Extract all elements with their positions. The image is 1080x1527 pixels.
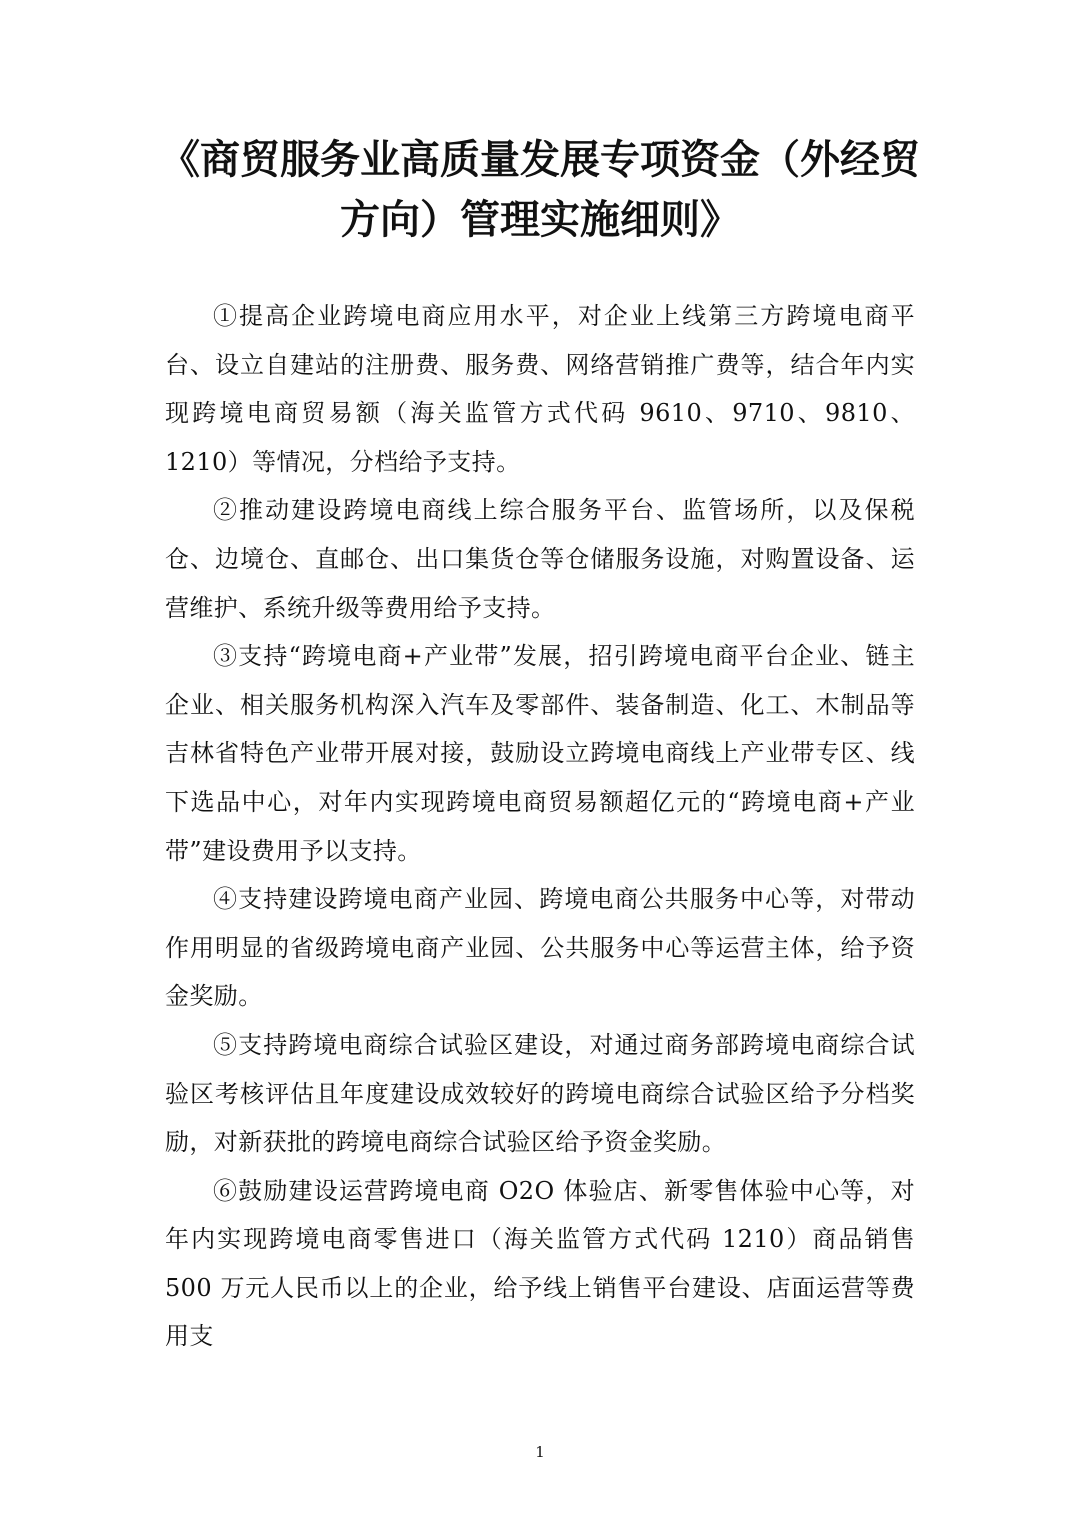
paragraph-1: ①提高企业跨境电商应用水平，对企业上线第三方跨境电商平台、设立自建站的注册费、服务费、网络营销推广费等，结合年内实现跨境电商贸易额（海关监管方式代码 9610、9710、9810、1210）等情况，分档给予支持。 xyxy=(165,302,915,476)
paragraph-6: ⑥鼓励建设运营跨境电商 O2O 体验店、新零售体验中心等，对年内实现跨境电商零售进口（海关监管方式代码 1210）商品销售 500 万元人民币以上的企业，给予线上销售平台建设、店面运营等费用支 xyxy=(165,1176,915,1351)
paragraph-2: ②推动建设跨境电商线上综合服务平台、监管场所，以及保税仓、边境仓、直邮仓、出口集货仓等仓储服务设施，对购置设备、运营维护、系统升级等费用给予支持。 xyxy=(165,496,915,622)
paragraph-3: ③支持“跨境电商+产业带”发展，招引跨境电商平台企业、链主企业、相关服务机构深入汽车及零部件、装备制造、化工、木制品等吉林省特色产业带开展对接，鼓励设立跨境电商线上产业带专区、线下选品中心，对年内实现跨境电商贸易额超亿元的“跨境电商+产业带”建设费用予以支持。 xyxy=(165,642,915,865)
paragraph-5: ⑤支持跨境电商综合试验区建设，对通过商务部跨境电商综合试验区考核评估且年度建设成效较好的跨境电商综合试验区给予分档奖励，对新获批的跨境电商综合试验区给予资金奖励。 xyxy=(165,1030,915,1157)
paragraph-4: ④支持建设跨境电商产业园、跨境电商公共服务中心等，对带动作用明显的省级跨境电商产业园、公共服务中心等运营主体，给予资金奖励。 xyxy=(165,885,915,1011)
page-number: 1 xyxy=(535,1443,545,1461)
title-line-2: 方向）管理实施细则》 xyxy=(340,197,740,243)
title-line-1: 《商贸服务业高质量发展专项资金（外经贸 xyxy=(160,137,920,183)
document-title xyxy=(150,130,930,250)
document-body xyxy=(165,292,915,1361)
